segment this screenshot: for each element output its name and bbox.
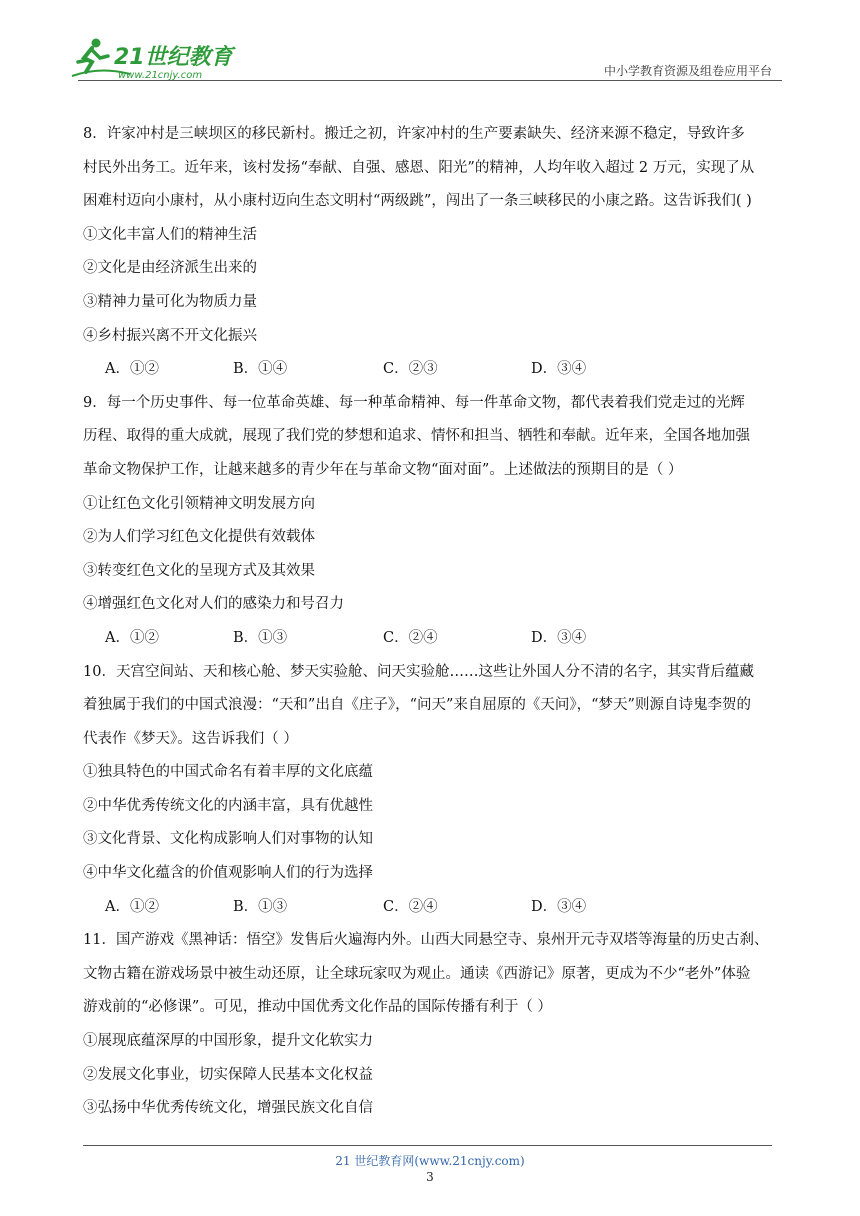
question-8 (83, 118, 783, 387)
statement-option: ②为人们学习红色文化提供有效载体 (83, 529, 315, 546)
question-stem-line: 着独属于我们的中国式浪漫：“天和”出自《庄子》，“问天”来自屈原的《天问》，“梦天”则源自诗鬼李贺的 (83, 697, 751, 714)
question-9 (83, 387, 783, 656)
question-stem-line: 文物古籍在游戏场景中被生动还原，让全球玩家叹为观止。通读《西游记》原著，更成为不少“老外”体验 (83, 965, 751, 982)
answer-choices (83, 353, 783, 387)
platform-name: 中小学教育资源及组卷应用平台 (603, 64, 772, 78)
question-10 (83, 656, 783, 925)
choice-a: A．①② (105, 898, 159, 915)
statement-option: ③转变红色文化的呈现方式及其效果 (83, 562, 315, 579)
statement-option: ③文化背景、文化构成影响人们对事物的认知 (83, 831, 373, 848)
svg-text:www.21cnjy.com: www.21cnjy.com (118, 70, 203, 81)
question-stem-line: 村民外出务工。近年来，该村发扬“奉献、自强、感恩、阳光”的精神，人均年收入超过 2 万元，实现了从 (83, 159, 755, 176)
choice-a: A．①② (105, 629, 159, 646)
header-divider (78, 80, 782, 81)
choice-a: A．①② (105, 361, 159, 378)
site-logo[interactable] (70, 36, 240, 82)
choice-b: B．①④ (233, 361, 288, 378)
question-stem-line: 困难村迈向小康村，从小康村迈向生态文明村“两级跳”，闯出了一条三峡移民的小康之路。这告诉我们( ) (83, 193, 752, 210)
statement-option: ④乡村振兴离不开文化振兴 (83, 327, 257, 344)
statement-option: ③精神力量可化为物质力量 (83, 293, 257, 310)
question-stem-line: 11．国产游戏《黑神话：悟空》发售后火遍海内外。山西大同悬空寺、泉州开元寺双塔等海量的历史古刹、 (83, 932, 769, 949)
statement-option: ①展现底蕴深厚的中国形象，提升文化软实力 (83, 1033, 373, 1050)
answer-choices (83, 622, 783, 656)
choice-b: B．①③ (233, 898, 288, 915)
question-stem-line: 革命文物保护工作，让越来越多的青少年在与革命文物“面对面”。上述做法的预期目的是（ ） (83, 461, 683, 478)
runner-logo-icon (70, 36, 240, 82)
question-11 (83, 924, 783, 1126)
page-number: 3 (426, 1170, 434, 1184)
question-stem-line: 历程、取得的重大成就，展现了我们党的梦想和追求、情怀和担当、牺牲和奉献。近年来，全国各地加强 (83, 428, 750, 445)
question-stem-line: 10．天宫空间站、天和核心舱、梦天实验舱、问天实验舱……这些让外国人分不清的名字，其实背后蕴藏 (83, 663, 754, 680)
statement-option: ①让红色文化引领精神文明发展方向 (83, 495, 315, 512)
choice-b: B．①③ (233, 629, 288, 646)
choice-d: D．③④ (531, 361, 587, 378)
page-header (0, 0, 860, 90)
question-stem-line: 游戏前的“必修课”。可见，推动中国优秀文化作品的国际传播有利于（ ） (83, 999, 552, 1016)
footer-divider (83, 1145, 772, 1146)
statement-option: ①文化丰富人们的精神生活 (83, 226, 257, 243)
footer-site-link[interactable]: 21 世纪教育网(www.21cnjy.com) (335, 1154, 525, 1168)
choice-c: C．②④ (383, 629, 438, 646)
statement-option: ②中华优秀传统文化的内涵丰富，具有优越性 (83, 797, 373, 814)
choice-d: D．③④ (531, 898, 587, 915)
answer-choices (83, 891, 783, 925)
statement-option: ②文化是由经济派生出来的 (83, 260, 257, 277)
choice-c: C．②④ (383, 898, 438, 915)
question-stem-line: 8．许家冲村是三峡坝区的移民新村。搬迁之初，许家冲村的生产要素缺失、经济来源不稳定，导致许多 (83, 126, 745, 142)
svg-text:21世纪教育: 21世纪教育 (114, 45, 233, 70)
question-list (83, 118, 783, 1126)
choice-c: C．②③ (383, 361, 438, 378)
statement-option: ④增强红色文化对人们的感染力和号召力 (83, 596, 344, 613)
statement-option: ④中华文化蕴含的价值观影响人们的行为选择 (83, 865, 373, 882)
statement-option: ②发展文化事业，切实保障人民基本文化权益 (83, 1066, 373, 1083)
question-stem-line: 9．每一个历史事件、每一位革命英雄、每一种革命精神、每一件革命文物，都代表着我们党走过的光辉 (83, 394, 745, 411)
statement-option: ①独具特色的中国式命名有着丰厚的文化底蕴 (83, 764, 373, 781)
choice-d: D．③④ (531, 629, 587, 646)
question-stem-line: 代表作《梦天》。这告诉我们（ ） (83, 730, 298, 747)
statement-option: ③弘扬中华优秀传统文化，增强民族文化自信 (83, 1100, 373, 1117)
